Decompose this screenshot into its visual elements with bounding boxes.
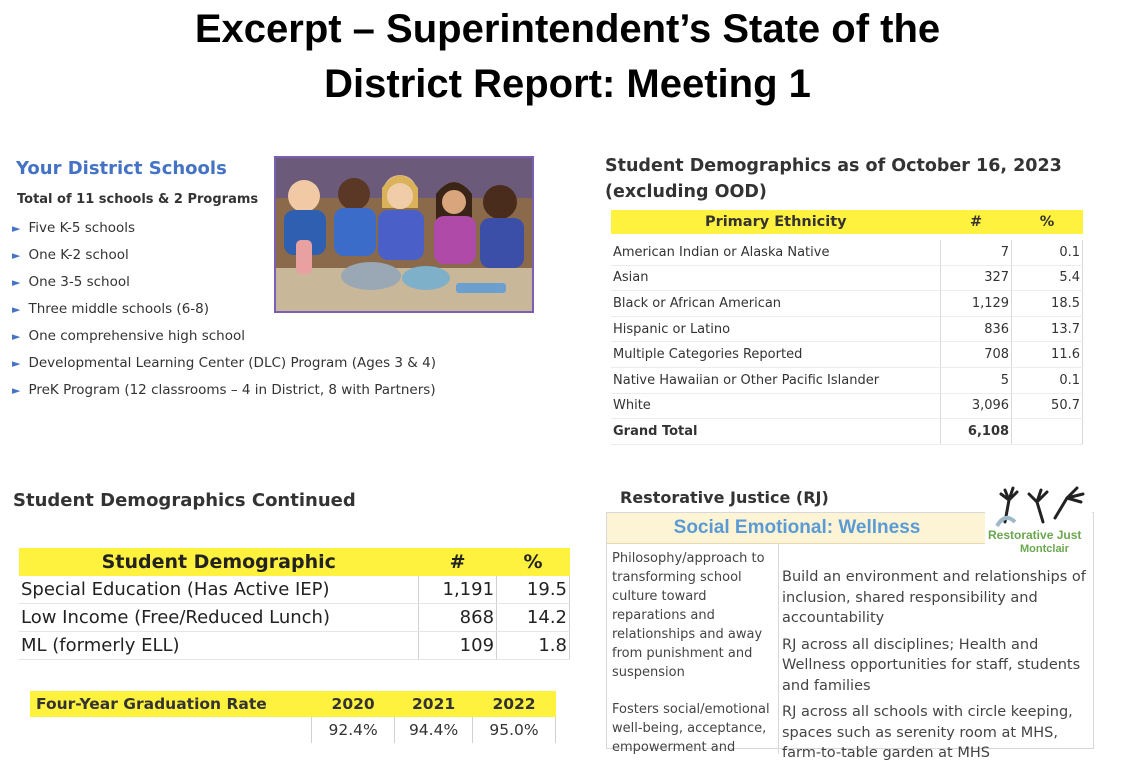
ethnicity-table [611, 210, 1083, 445]
title-line-2: District Report: Meeting 1 [324, 62, 811, 106]
table-cell: 19.5 [497, 576, 570, 604]
table-cell: Low Income (Free/Reduced Lunch) [19, 604, 419, 632]
column-header: 2022 [473, 691, 556, 717]
table-cell: 7 [941, 240, 1012, 265]
table-cell: 50.7 [1012, 393, 1083, 419]
demographics-heading [605, 153, 1062, 205]
rj-right-paragraph: RJ across all disciplines; Health and Wellness opportunities for staff, students and families [782, 636, 1081, 694]
rj-left-paragraph: Philosophy/approach to transforming school culture toward reparations and relationships and away from punishment and suspension [612, 551, 765, 680]
table-cell: 13.7 [1012, 316, 1083, 342]
table-cell: 1,129 [941, 291, 1012, 317]
column-header: % [497, 548, 570, 576]
title-line-1: Excerpt – Superintendent’s State of the [194, 7, 941, 51]
table-cell: 0.1 [1012, 240, 1083, 265]
table-cell: Multiple Categories Reported [611, 342, 941, 368]
table-row [611, 291, 1083, 317]
table-row [611, 393, 1083, 419]
table-cell: 94.4% [395, 717, 473, 743]
table-row [611, 316, 1083, 342]
table-cell: 868 [419, 604, 497, 632]
students-photo [274, 156, 534, 313]
list-item-label: One 3-5 school [28, 274, 130, 290]
rj-column-divider [778, 544, 779, 754]
table-cell: 0.1 [1012, 367, 1083, 393]
table-cell: 327 [941, 265, 1012, 291]
list-item-label: Developmental Learning Center (DLC) Program (Ages 3 & 4) [28, 355, 436, 371]
column-header: % [1012, 210, 1083, 234]
column-header: 2020 [312, 691, 395, 717]
table-row [611, 342, 1083, 368]
table-cell [1012, 419, 1083, 445]
list-item [12, 380, 436, 407]
table-cell: 92.4% [312, 717, 395, 743]
table-cell: 5 [941, 367, 1012, 393]
rj-right-column [782, 567, 1092, 770]
demographics-heading-line-1: Student Demographics as of October 16, 2023 [605, 156, 1062, 176]
list-item [12, 353, 436, 380]
table-cell: 1.8 [497, 632, 570, 660]
table-cell: 836 [941, 316, 1012, 342]
list-item-label: Five K-5 schools [28, 220, 136, 236]
demographics-heading-line-2: (excluding OOD) [605, 182, 767, 202]
bullet-icon: ► [12, 303, 21, 316]
bullet-icon: ► [12, 222, 21, 235]
table-cell: White [611, 393, 941, 419]
column-header: Student Demographic [19, 548, 419, 576]
rj-left-paragraph: Fosters social/emotional well-being, acceptance, empowerment and [612, 702, 770, 755]
table-cell [30, 717, 312, 743]
schools-total: Total of 11 schools & 2 Programs [17, 192, 259, 207]
table-cell: 14.2 [497, 604, 570, 632]
schools-heading: Your District Schools [16, 158, 227, 179]
table-row [19, 604, 570, 632]
logo-text: Restorative Just [988, 528, 1082, 542]
rj-right-paragraph: Build an environment and relationships of inclusion, shared responsibility and accountability [782, 569, 1086, 626]
table-row [611, 265, 1083, 291]
graduation-rate-table [30, 691, 556, 743]
table-cell: Asian [611, 265, 941, 291]
student-demographic-table [19, 548, 570, 660]
column-header: Primary Ethnicity [611, 210, 941, 234]
bullet-icon: ► [12, 276, 21, 289]
table-row [19, 576, 570, 604]
list-item [12, 326, 436, 353]
page-title [0, 2, 1135, 112]
table-cell: Black or African American [611, 291, 941, 317]
rj-left-column [612, 549, 772, 757]
column-header: Four-Year Graduation Rate [30, 691, 312, 717]
bullet-icon: ► [12, 357, 21, 370]
rj-right-paragraph: RJ across all schools with circle keeping, spaces such as serenity room at MHS, farm-to-table garden at MHS [782, 704, 1073, 761]
table-cell: Special Education (Has Active IEP) [19, 576, 419, 604]
table-cell: 18.5 [1012, 291, 1083, 317]
table-cell: 3,096 [941, 393, 1012, 419]
table-cell: ML (formerly ELL) [19, 632, 419, 660]
table-cell: 1,191 [419, 576, 497, 604]
table-cell: American Indian or Alaska Native [611, 240, 941, 265]
list-item-label: One comprehensive high school [28, 328, 246, 344]
table-cell: Hispanic or Latino [611, 316, 941, 342]
table-cell: 708 [941, 342, 1012, 368]
column-header: 2021 [395, 691, 473, 717]
bullet-icon: ► [12, 384, 21, 397]
column-header: # [419, 548, 497, 576]
table-row [30, 717, 556, 743]
table-cell: 95.0% [473, 717, 556, 743]
bullet-icon: ► [12, 249, 21, 262]
demographics-continued-heading: Student Demographics Continued [13, 490, 356, 511]
column-header: # [941, 210, 1012, 234]
table-cell: Grand Total [611, 419, 941, 445]
table-cell: 5.4 [1012, 265, 1083, 291]
bullet-icon: ► [12, 330, 21, 343]
table-cell: Native Hawaiian or Other Pacific Islander [611, 367, 941, 393]
table-total-row [611, 419, 1083, 445]
table-row [611, 240, 1083, 265]
table-cell: 11.6 [1012, 342, 1083, 368]
table-header-row [30, 691, 556, 717]
list-item-label: One K-2 school [28, 247, 129, 263]
list-item-label: Three middle schools (6-8) [28, 301, 210, 317]
table-cell: 6,108 [941, 419, 1012, 445]
table-row [19, 632, 570, 660]
students-photo-illustration [276, 158, 532, 311]
table-row [611, 367, 1083, 393]
table-header-row [19, 548, 570, 576]
rj-banner: Social Emotional: Wellness [607, 513, 987, 544]
table-cell: 109 [419, 632, 497, 660]
logo-text: Montclair [1020, 543, 1069, 555]
list-item-label: PreK Program (12 classrooms – 4 in District, 8 with Partners) [28, 382, 436, 398]
table-header-row [611, 210, 1083, 234]
rj-heading: Restorative Justice (RJ) [620, 488, 829, 507]
